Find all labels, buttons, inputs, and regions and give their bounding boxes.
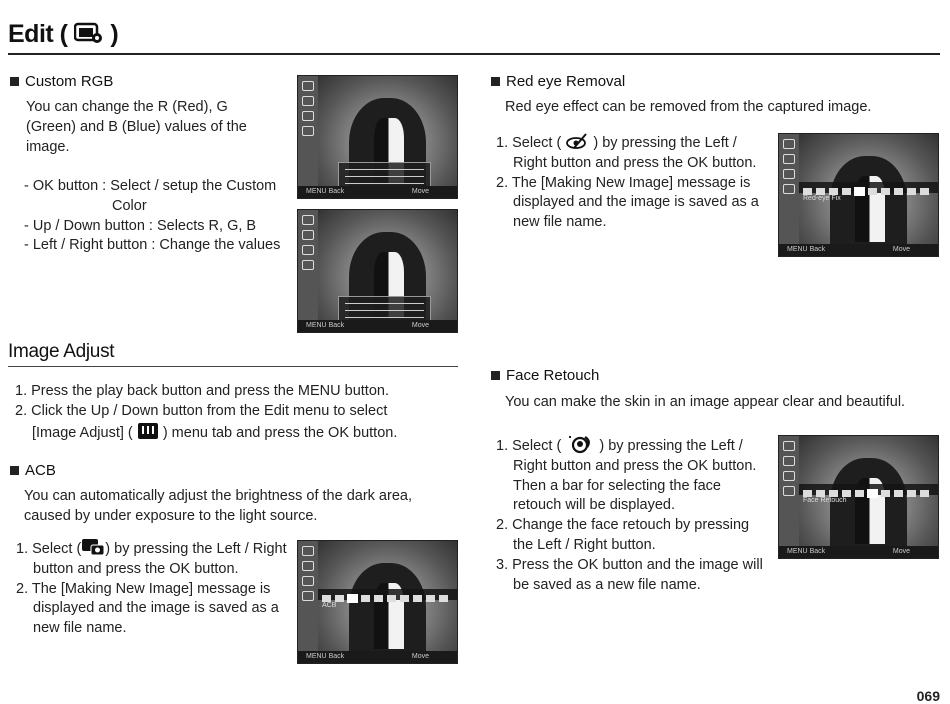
custom-rgb-screen-2: MENU Back Move	[297, 209, 458, 333]
custom-rgb-screen-1: MENU Back Move	[297, 75, 458, 199]
edit-menu-strip	[799, 484, 938, 495]
image-adjust-rule	[8, 366, 458, 367]
face-retouch-intro: You can make the skin in an image appear clear and beautiful.	[505, 394, 906, 410]
image-adjust-tab-icon	[137, 422, 159, 440]
image-adjust-heading: Image Adjust	[8, 341, 115, 362]
face-retouch-steps: 1. Select ( ) by pressing the Left / Right button and press the OK button. Then a bar for selecting the face retouch will be displayed. 2. Change the face retouch by pressing the Left / Right button. 3. Press the OK button and the image will be saved as a new file name.	[496, 433, 763, 595]
acb-heading: ACB	[10, 462, 56, 479]
face-retouch-icon	[565, 433, 595, 455]
edit-menu-strip	[799, 182, 938, 193]
acb-para: You can automatically adjust the brightness of the dark area, caused by under exposure to the light source.	[24, 488, 412, 524]
custom-rgb-heading: Custom RGB	[10, 73, 113, 90]
acb-icon	[81, 538, 105, 556]
page-title: Edit ( )	[8, 20, 119, 48]
page-number: 069	[916, 688, 940, 704]
red-eye-fix-icon	[565, 132, 589, 150]
title-rule	[8, 53, 940, 55]
edit-icon	[74, 22, 104, 44]
bullet-square-icon	[10, 466, 19, 475]
acb-steps: 1. Select ( ) by pressing the Left / Right button and press the OK button. 2. The [Making New Image] message is displayed and the image is saved as a new file name.	[16, 538, 287, 639]
red-eye-steps: 1. Select ( ) by pressing the Left / Right button and press the OK button. 2. The [Making New Image] message is displayed and the image is saved as a new file name.	[496, 132, 759, 233]
face-retouch-heading: Face Retouch	[491, 367, 599, 384]
edit-menu-strip	[318, 589, 457, 600]
custom-rgb-items: - OK button : Select / setup the Custom Color - Up / Down button : Selects R, G, B - Left / Right button : Change the values	[24, 178, 281, 254]
red-eye-heading: Red eye Removal	[491, 73, 625, 90]
face-retouch-screen: Face Retouch MENU Back Move	[778, 435, 939, 559]
bullet-square-icon	[10, 77, 19, 86]
bullet-square-icon	[491, 371, 500, 380]
red-eye-intro: Red eye effect can be removed from the captured image.	[505, 99, 872, 115]
red-eye-screen: Red-eye Fix MENU Back Move	[778, 133, 939, 257]
acb-screen: ACB MENU Back Move	[297, 540, 458, 664]
bullet-square-icon	[491, 77, 500, 86]
image-adjust-steps: 1. Press the play back button and press the MENU button. 2. Click the Up / Down button from the Edit menu to select [Image Adjust] ( ) menu tab and press the OK button.	[15, 383, 398, 441]
custom-rgb-para: You can change the R (Red), G (Green) and B (Blue) values of the image.	[26, 99, 247, 155]
